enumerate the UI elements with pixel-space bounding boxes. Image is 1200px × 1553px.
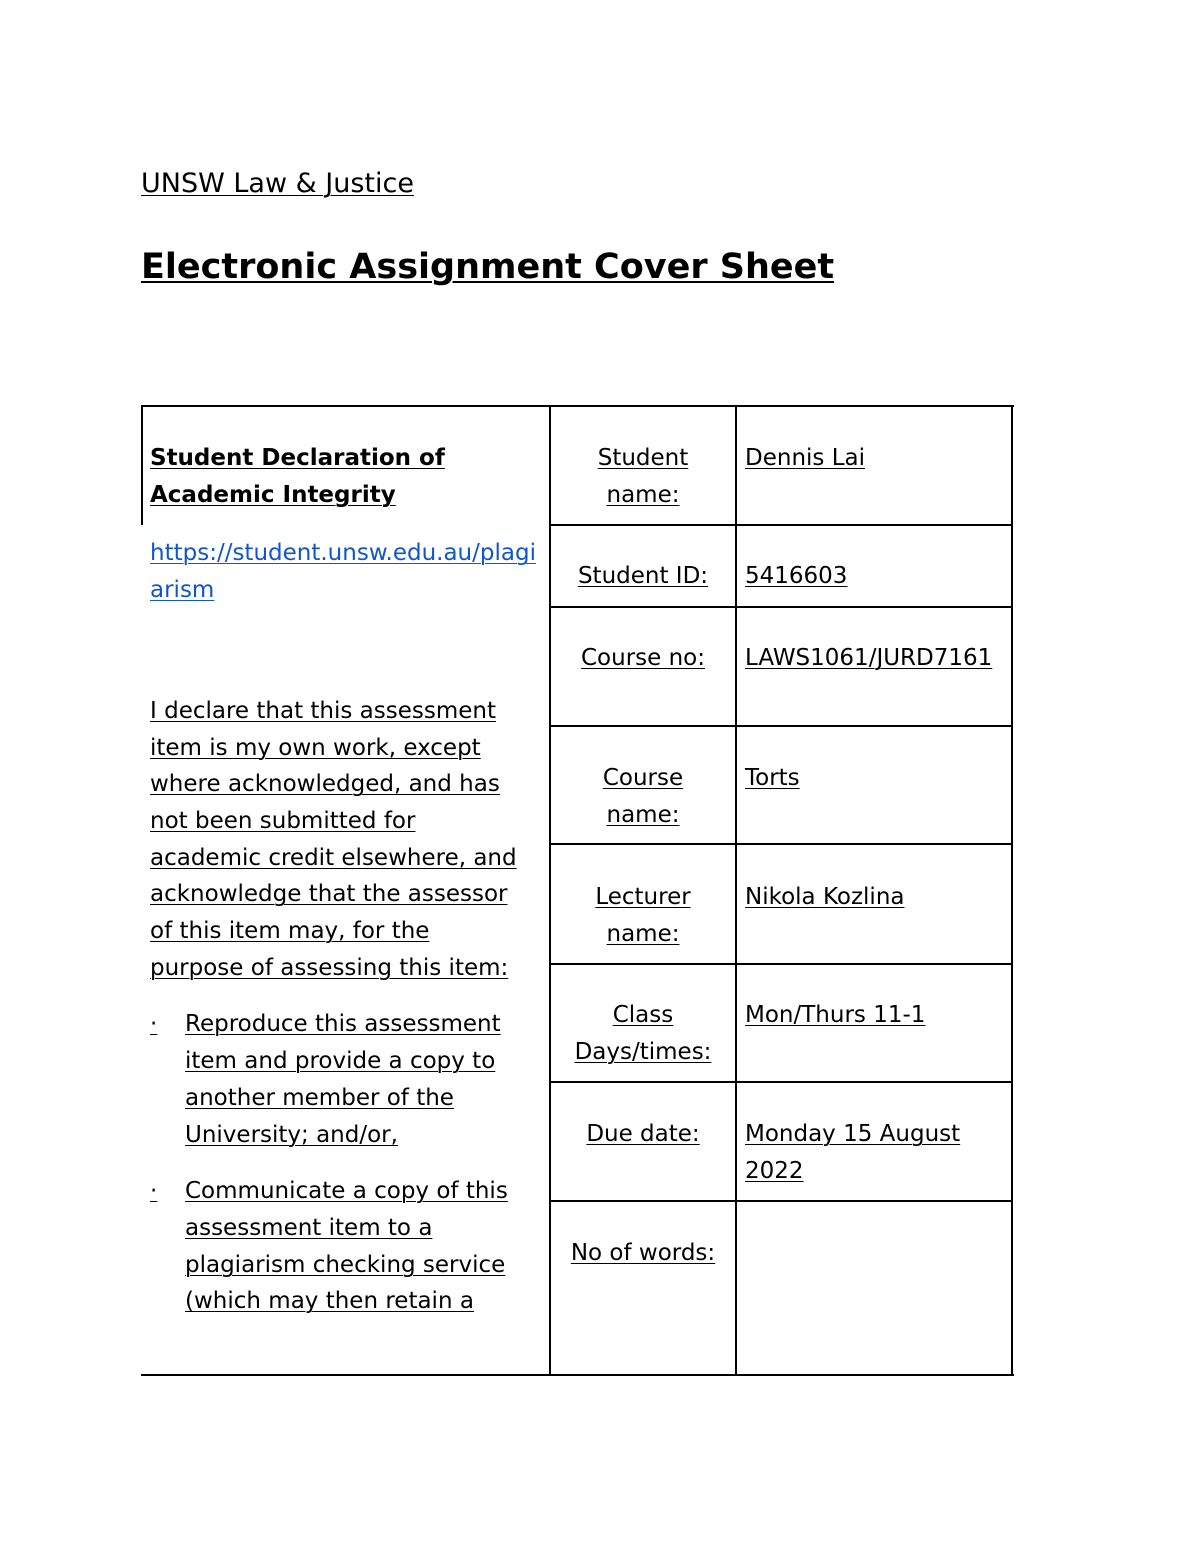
table-row-separator: [549, 843, 1013, 845]
due-date-label: Due date:: [586, 1121, 700, 1147]
declaration-bullet: [150, 1173, 530, 1320]
bullet-text: Communicate a copy of this assessment item to a plagiarism checking service (which may then retain a: [185, 1178, 508, 1315]
bullet-symbol: ·: [150, 1178, 158, 1205]
table-border-top: [141, 405, 1014, 407]
student-id-value: 5416603: [745, 563, 848, 589]
table-row-separator: [549, 1200, 1013, 1202]
table-row-separator: [549, 963, 1013, 965]
bullet-text: Reproduce this assessment item and provide a copy to another member of the University; and/or,: [185, 1011, 501, 1148]
course-name-label: Course name:: [602, 765, 684, 828]
table-row-separator: [549, 1081, 1013, 1083]
due-date-value: Monday 15 August 2022: [745, 1121, 961, 1184]
class-times-label: Class Days/times:: [574, 1002, 712, 1065]
table-border-left: [141, 405, 143, 525]
course-no-label: Course no:: [580, 645, 705, 671]
lecturer-name-value: Nikola Kozlina: [745, 884, 905, 910]
table-border-right: [1011, 405, 1013, 1376]
table-row-separator: [549, 524, 1013, 526]
student-name-label: Student name:: [597, 445, 689, 508]
table-border-bottom: [141, 1374, 1014, 1376]
table-divider-1: [549, 405, 551, 1376]
declaration-bullet: [150, 1006, 530, 1153]
table-divider-2: [735, 405, 737, 1376]
organization-name: UNSW Law & Justice: [141, 168, 414, 199]
student-name-value: Dennis Lai: [745, 445, 865, 471]
page-title: Electronic Assignment Cover Sheet: [141, 247, 835, 287]
plagiarism-link[interactable]: https://student.unsw.edu.au/plagiarism: [150, 540, 536, 604]
word-count-label: No of words:: [570, 1240, 716, 1266]
bullet-symbol: ·: [150, 1011, 158, 1038]
table-row-separator: [549, 606, 1013, 608]
student-id-label: Student ID:: [577, 563, 709, 589]
class-times-value: Mon/Thurs 11-1: [745, 1002, 926, 1028]
lecturer-name-label: Lecturer name:: [595, 884, 691, 947]
declaration-heading: Student Declaration of Academic Integrity: [150, 445, 445, 508]
table-row-separator: [549, 725, 1013, 727]
declaration-section: [150, 440, 546, 1320]
course-name-value: Torts: [745, 765, 800, 791]
declaration-text: I declare that this assessment item is my own work, except where acknowledged, and has not been submitted for academic credit elsewhere, and acknowledge that the assessor of this item may, for the purpose of assessing this item:: [150, 697, 517, 981]
course-no-value: LAWS1061/JURD7161: [745, 645, 993, 671]
